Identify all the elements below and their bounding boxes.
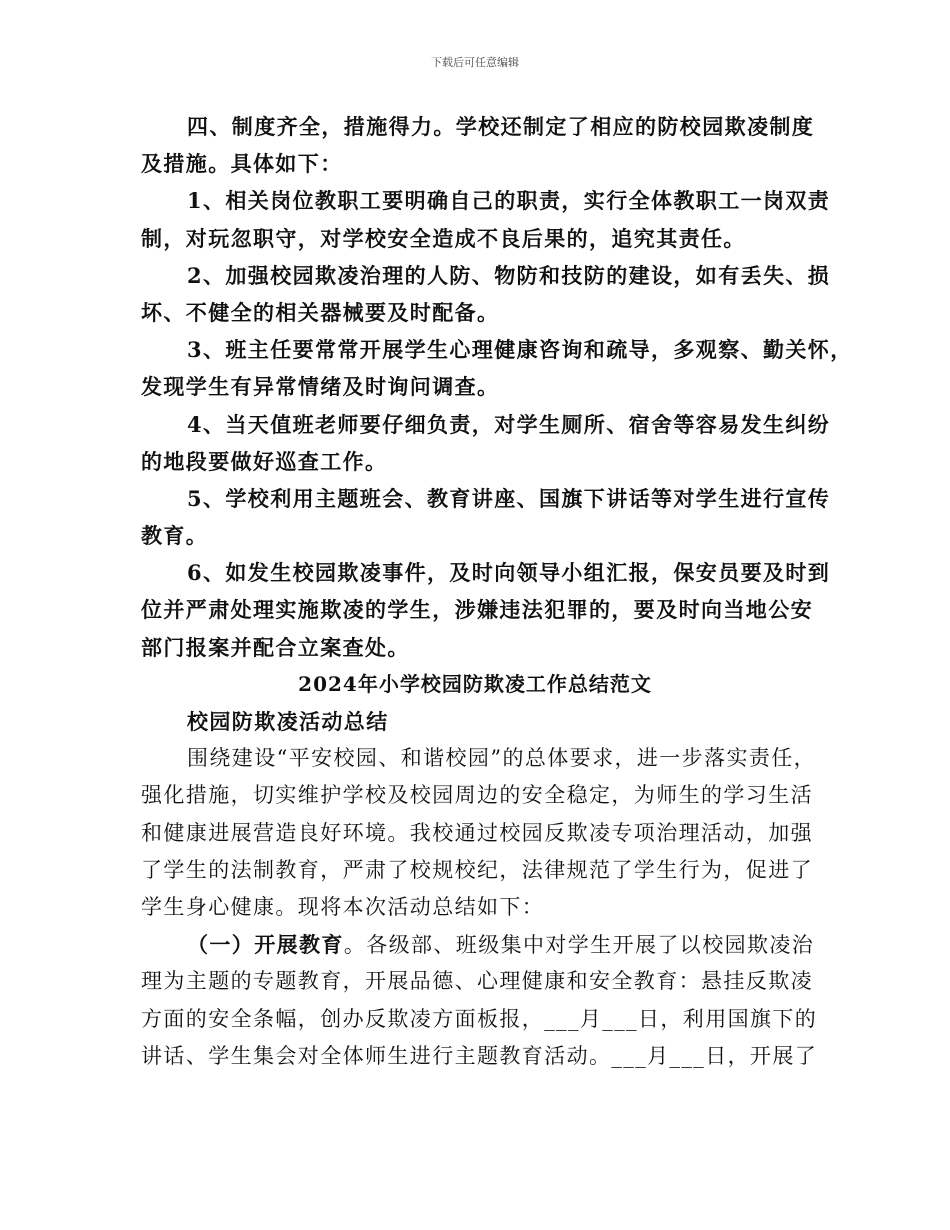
paragraph-line: 坏、不健全的相关器械要及时配备。: [141, 299, 500, 325]
paragraph-line: 制，对玩忽职守，对学校安全造成不良后果的，追究其责任。: [141, 225, 746, 251]
paragraph-line: 了学生的法制教育，严肃了校规校纪，法律规范了学生行为，促进了: [141, 857, 813, 882]
paragraph-line: 发现学生有异常情绪及时询问调查。: [141, 374, 500, 400]
paragraph-line: 1、相关岗位教职工要明确自己的职责，实行全体教职工一岗双责: [187, 188, 831, 214]
paragraph-line: 理为主题的专题教育，开展品德、心理健康和安全教育：悬挂反欺凌: [141, 969, 813, 994]
paragraph-line: [141, 926, 815, 963]
paragraph-line: 3、班主任要常常开展学生心理健康咨询和疏导，多观察、勤关怀，: [187, 337, 853, 363]
document-subtitle: 校园防欺凌活动总结: [187, 709, 389, 734]
paragraph-line: 强化措施，切实维护学校及校园周边的安全稳定，为师生的学习生活: [141, 783, 813, 808]
paragraph-line: 5、学校利用主题班会、教育讲座、国旗下讲话等对学生进行宣传: [187, 485, 831, 511]
document-title: 2024年小学校园防欺凌工作总结范文: [298, 671, 652, 696]
document-body: [141, 108, 853, 1075]
paragraph-line: 和健康进展营造良好环境。我校通过校园反欺凌专项治理活动，加强: [141, 820, 813, 845]
paragraph-line: 4、当天值班老师要仔细负责，对学生厕所、宿舍等容易发生纠纷: [187, 411, 831, 437]
intro-paragraph: [141, 740, 817, 926]
paragraph-line: 围绕建设“平安校园、和谐校园”的总体要求，进一步落实责任，: [187, 746, 817, 771]
paragraph-line: 教育。: [141, 523, 209, 549]
paragraph-line: 的地段要做好巡查工作。: [141, 448, 388, 474]
paragraph-line: 2、加强校园欺凌治理的人防、物防和技防的建设，如有丢失、损: [187, 262, 831, 288]
paragraph-line: 学生身心健康。现将本次活动总结如下：: [141, 894, 545, 919]
paragraph-line: 6、如发生校园欺凌事件，及时向领导小组汇报，保安员要及时到: [187, 560, 831, 586]
part-1-heading: （一）开展教育: [187, 932, 344, 958]
paragraph-line: 方面的安全条幅，创办反欺凌方面板报，___月___日，利用国旗下的: [141, 1006, 818, 1031]
part-1-paragraph: [141, 926, 818, 1075]
paragraph-text: 。各级部、班级集中对学生开展了以校园欺凌治: [343, 933, 815, 958]
paragraph-line: 四、制度齐全，措施得力。学校还制定了相应的防校园欺凌制度: [187, 114, 815, 139]
paragraph-line: 位并严肃处理实施欺凌的学生，涉嫌违法犯罪的，要及时向当地公安: [141, 597, 813, 623]
paragraph-line: 讲话、学生集会对全体师生进行主题教育活动。___月___日，开展了: [141, 1043, 818, 1068]
section-4: [141, 108, 853, 666]
paragraph-line: 及措施。具体如下：: [141, 151, 343, 177]
page-header: 下载后可任意编辑: [431, 56, 519, 69]
paragraph-line: 部门报案并配合立案查处。: [141, 634, 410, 660]
